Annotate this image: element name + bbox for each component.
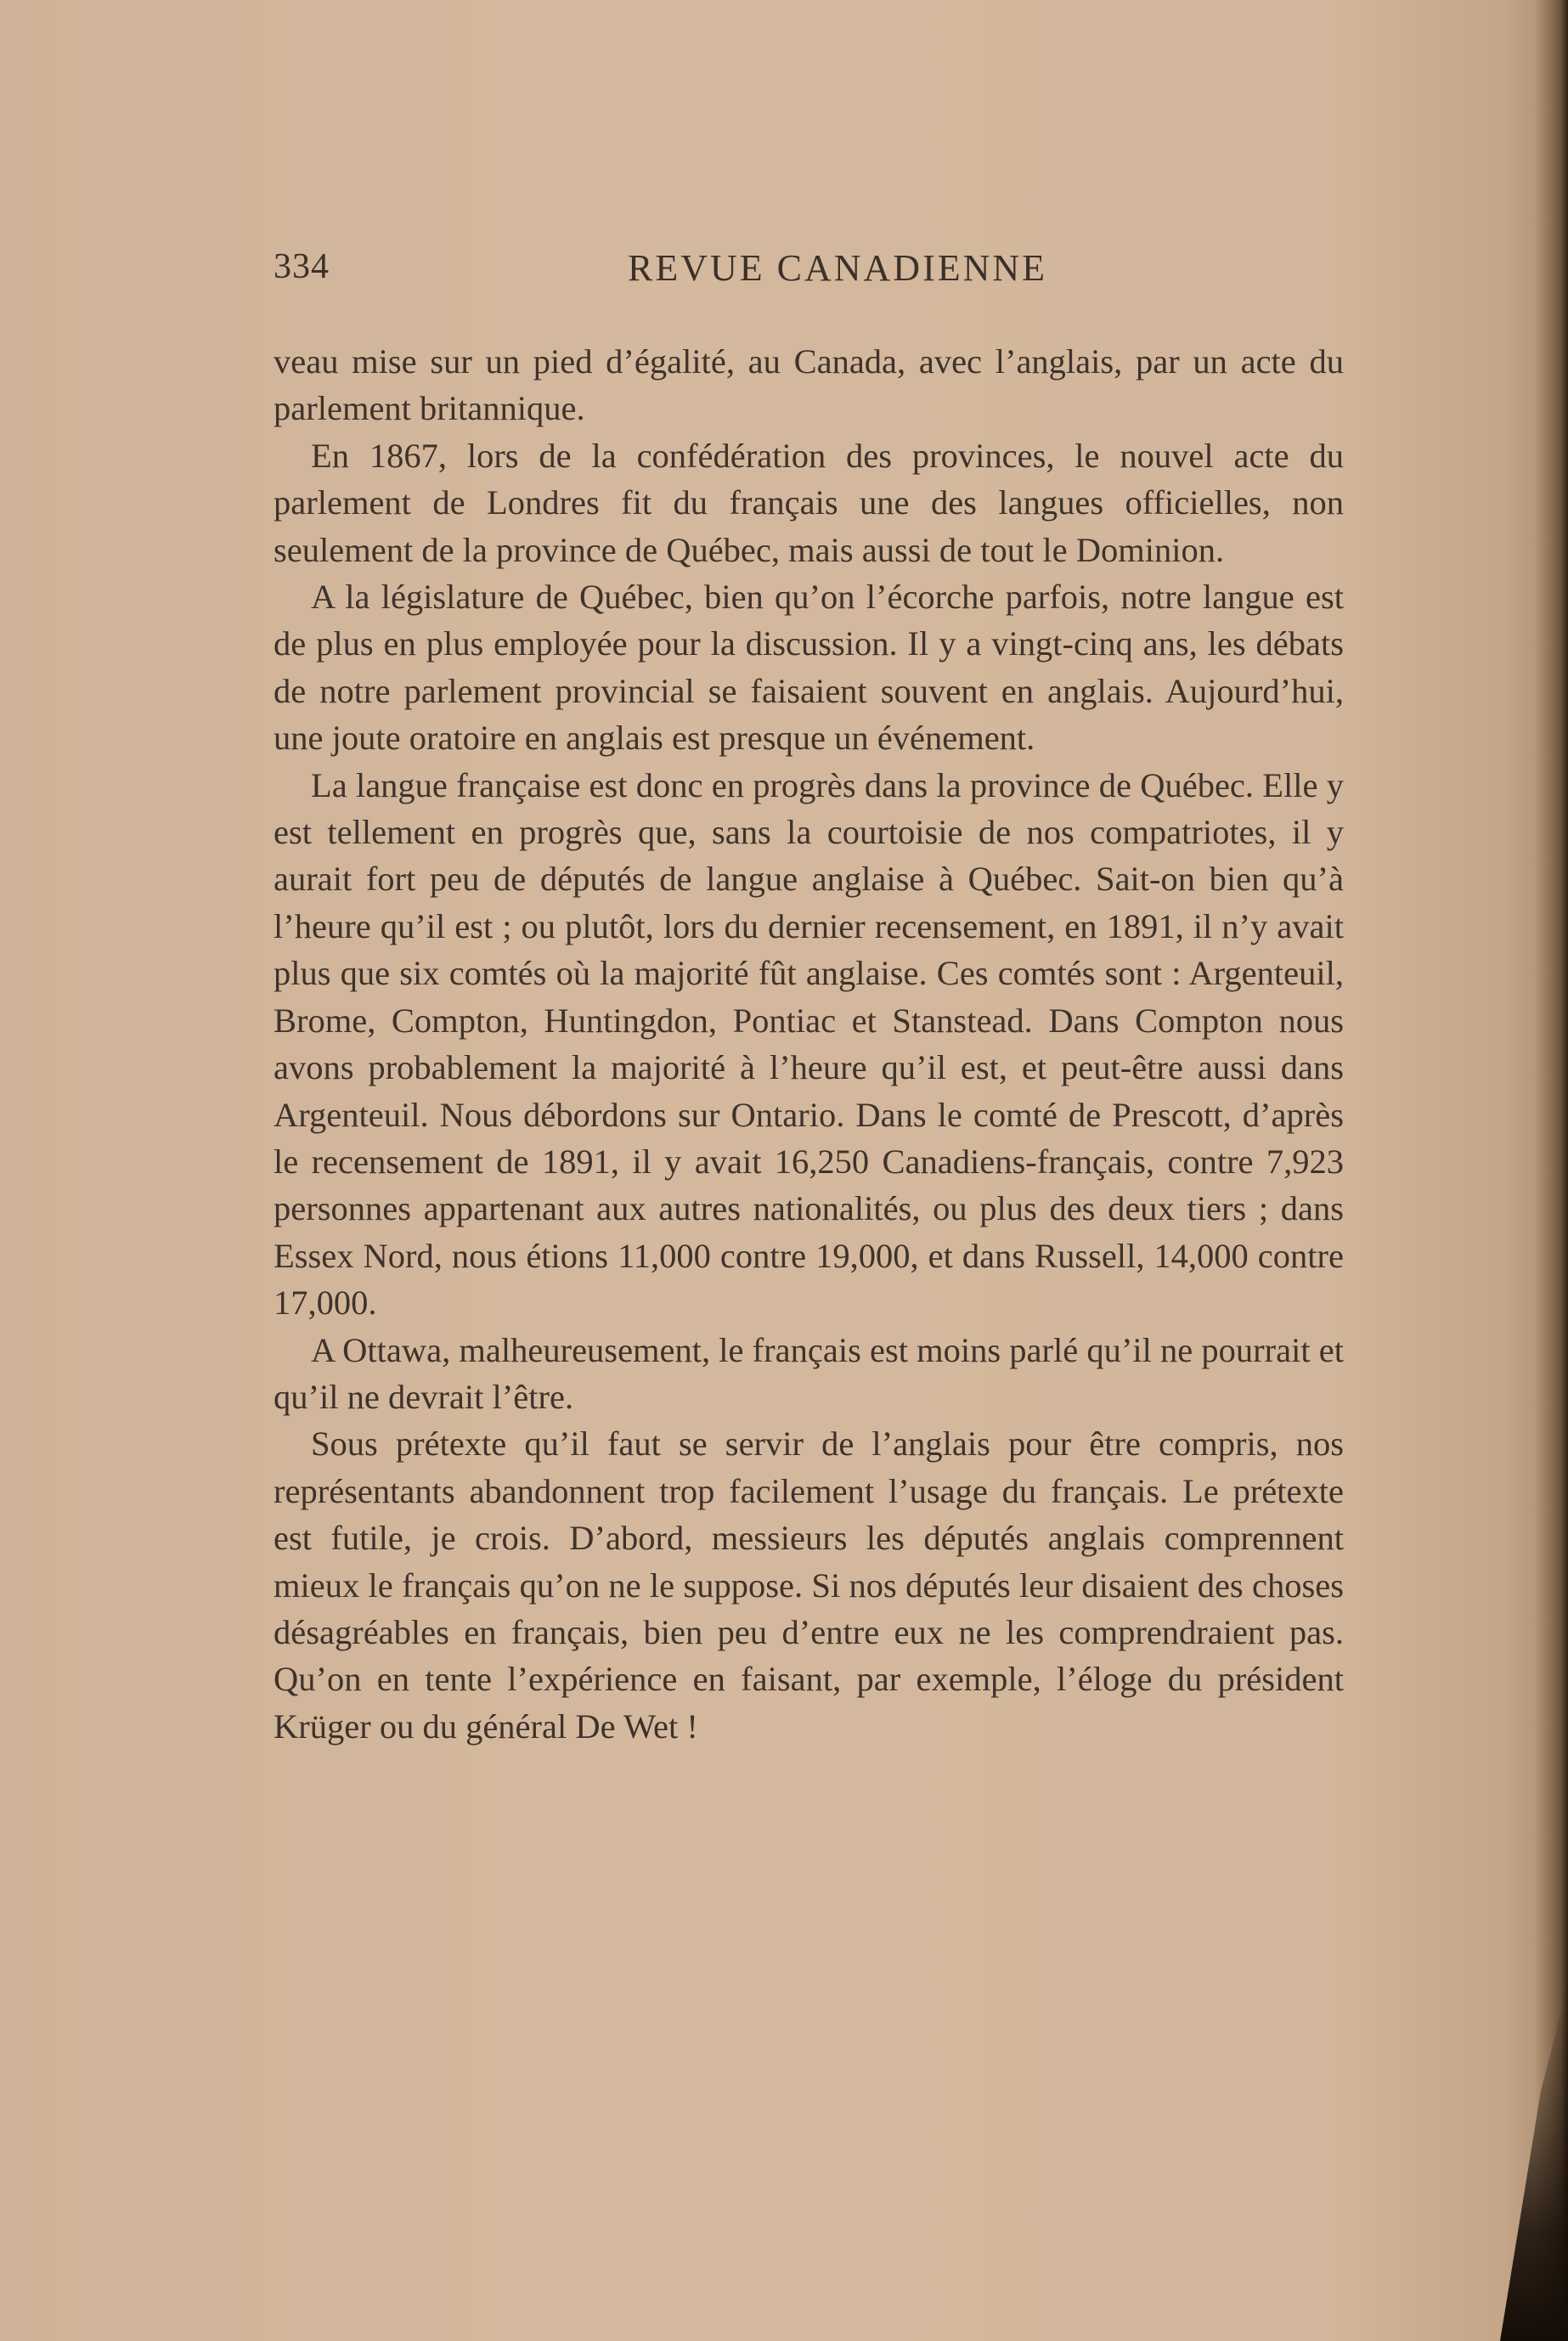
body-text	[274, 338, 1344, 1750]
paragraph-4: La langue française est donc en progrès dans la province de Québec. Elle y est tellement en progrès que, sans la courtoisie de nos compatriotes, il y aurait fort peu de députés de langue anglaise à Québec. Sait-on bien qu’à l’heure qu’il est ; ou plutôt, lors du dernier recensement, en 1891, il n’y avait plus que six comtés où la majorité fût anglaise. Ces comtés sont : Argenteuil, Brome, Compton, Huntingdon, Pontiac et Stanstead. Dans Compton nous avons probablement la majorité à l’heure qu’il est, et peut-être aussi dans Argenteuil. Nous débordons sur Ontario. Dans le comté de Prescott, d’après le recensement de 1891, il y avait 16,250 Canadiens-français, contre 7,923 personnes appartenant aux autres nationalités, ou plus des deux tiers ; dans Essex Nord, nous étions 11,000 contre 19,000, et dans Russell, 14,000 contre 17,000.	[274, 765, 1344, 1323]
journal-title: REVUE CANADIENNE	[627, 247, 1048, 289]
paragraph-2: En 1867, lors de la confédération des provinces, le nouvel acte du parlement de Londres fit du français une des langues officielles, non seulement de la province de Québec, mais aussi de tout le Dominion.	[274, 436, 1344, 569]
paragraph-1: veau mise sur un pied d’égalité, au Canada, avec l’anglais, par un acte du parlement britannique.	[274, 342, 1344, 428]
paragraph-6: Sous prétexte qu’il faut se servir de l’anglais pour être compris, nos représentants abandonnent trop facilement l’usage du français. Le prétexte est futile, je crois. D’abord, messieurs les députés anglais comprennent mieux le français qu’on ne le suppose. Si nos députés leur disaient des choses désagréables en français, bien peu d’entre eux ne les comprendraient pas. Qu’on en tente l’expérience en faisant, par exemple, l’éloge du président Krüger ou du général De Wet !	[274, 1424, 1344, 1746]
page-number: 334	[274, 247, 330, 286]
running-head	[274, 246, 1351, 297]
paragraph-5: A Ottawa, malheureusement, le français est moins parlé qu’il ne pourrait et qu’il ne devrait l’être.	[274, 1330, 1344, 1416]
page-edge-shadow	[1534, 0, 1568, 2341]
paragraph-3: A la législature de Québec, bien qu’on l’écorche parfois, notre langue est de plus en plus employée pour la discussion. Il y a vingt-cinq ans, les débats de notre parlement provincial se faisaient souvent en anglais. Aujourd’hui, une joute oratoire en anglais est presque un événement.	[274, 578, 1344, 758]
